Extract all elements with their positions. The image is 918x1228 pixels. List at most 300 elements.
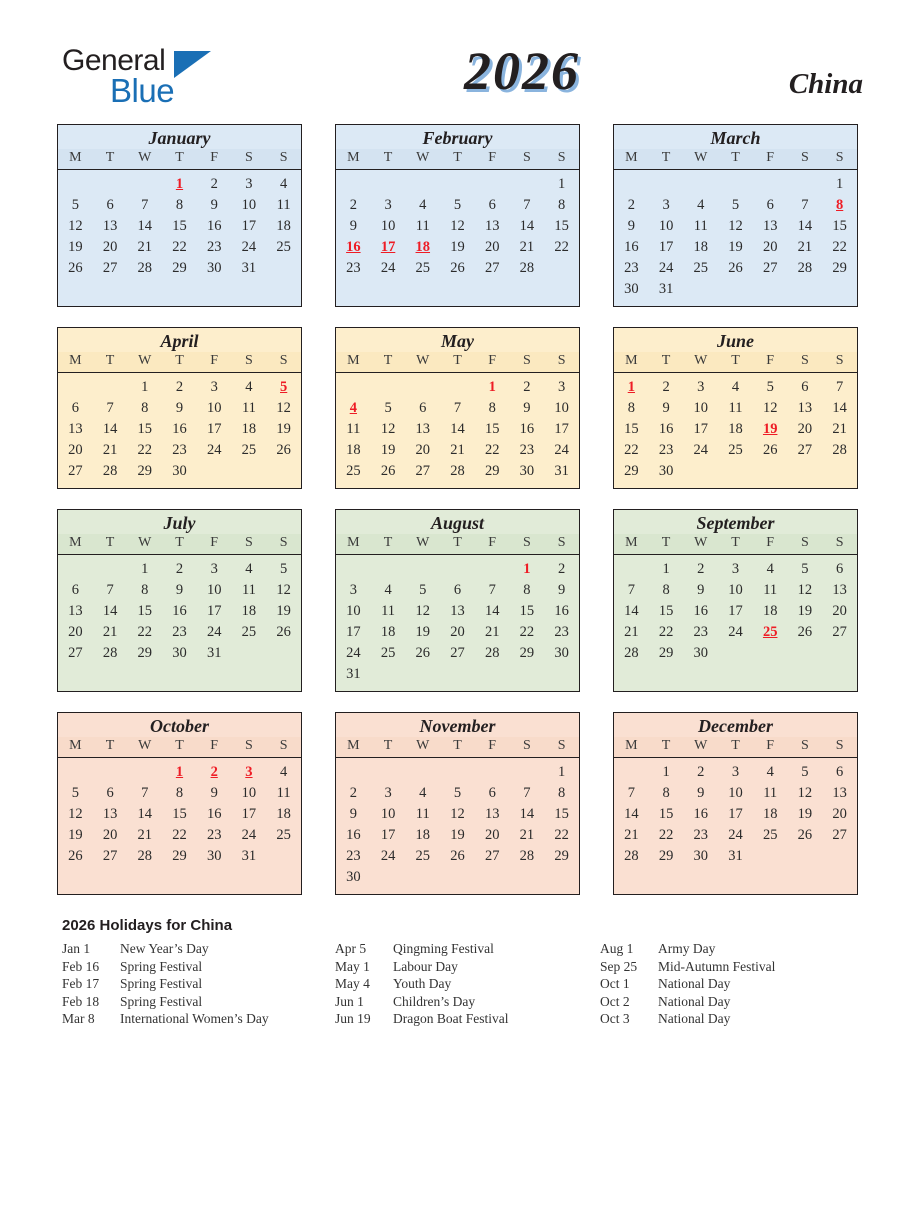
day-cell[interactable]: 3: [245, 176, 253, 192]
day-cell[interactable]: 18: [762, 806, 778, 822]
day-cell[interactable]: 1: [488, 379, 496, 395]
day-cell[interactable]: 27: [484, 848, 500, 864]
day-cell[interactable]: 15: [832, 218, 847, 234]
day-cell[interactable]: 17: [346, 624, 361, 640]
day-cell[interactable]: 1: [558, 176, 566, 192]
day-cell[interactable]: 17: [693, 421, 709, 437]
day-cell[interactable]: 7: [141, 785, 149, 801]
day-cell[interactable]: 11: [415, 218, 430, 234]
day-cell[interactable]: 29: [484, 463, 500, 479]
day-cell[interactable]: 14: [450, 421, 465, 437]
day-cell[interactable]: 30: [554, 645, 569, 661]
day-cell[interactable]: 1: [141, 379, 149, 395]
day-cell[interactable]: 28: [624, 848, 639, 864]
day-cell[interactable]: 11: [763, 785, 778, 801]
day-cell[interactable]: 16: [624, 239, 639, 255]
day-cell[interactable]: 17: [728, 603, 743, 619]
day-cell[interactable]: 5: [280, 379, 288, 395]
day-cell[interactable]: 16: [172, 421, 187, 437]
day-cell[interactable]: 11: [241, 582, 256, 598]
day-cell[interactable]: 20: [797, 421, 813, 437]
day-cell[interactable]: 8: [558, 197, 566, 213]
day-cell[interactable]: 8: [523, 582, 531, 598]
day-cell[interactable]: 14: [519, 218, 535, 234]
day-cell[interactable]: 10: [693, 400, 709, 416]
day-cell[interactable]: 10: [206, 582, 222, 598]
day-cell[interactable]: 20: [484, 239, 500, 255]
day-cell[interactable]: 28: [102, 645, 118, 661]
day-cell[interactable]: 23: [206, 827, 222, 843]
day-cell[interactable]: 6: [766, 197, 774, 213]
day-cell[interactable]: 22: [172, 827, 187, 843]
day-cell[interactable]: 23: [172, 624, 187, 640]
day-cell[interactable]: 16: [346, 239, 361, 255]
day-cell[interactable]: 29: [832, 260, 847, 276]
day-cell[interactable]: 13: [102, 218, 118, 234]
day-cell[interactable]: 16: [693, 806, 709, 822]
day-cell[interactable]: 28: [102, 463, 118, 479]
day-cell[interactable]: 19: [797, 603, 813, 619]
day-cell[interactable]: 16: [519, 421, 535, 437]
day-cell[interactable]: 9: [558, 582, 566, 598]
day-cell[interactable]: 29: [137, 463, 153, 479]
day-cell[interactable]: 20: [68, 624, 83, 640]
day-cell[interactable]: 12: [797, 582, 813, 598]
day-cell[interactable]: 4: [280, 176, 288, 192]
day-cell[interactable]: 29: [172, 260, 187, 276]
day-cell[interactable]: 10: [241, 785, 257, 801]
day-cell[interactable]: 23: [346, 848, 361, 864]
day-cell[interactable]: 5: [384, 400, 392, 416]
day-cell[interactable]: 31: [554, 463, 569, 479]
day-cell[interactable]: 14: [624, 603, 639, 619]
day-cell[interactable]: 17: [554, 421, 569, 437]
day-cell[interactable]: 24: [346, 645, 361, 661]
day-cell[interactable]: 27: [797, 442, 813, 458]
day-cell[interactable]: 26: [380, 463, 396, 479]
day-cell[interactable]: 11: [346, 421, 361, 437]
day-cell[interactable]: 24: [241, 827, 257, 843]
day-cell[interactable]: 25: [728, 442, 743, 458]
day-cell[interactable]: 24: [380, 848, 396, 864]
day-cell[interactable]: 31: [206, 645, 222, 661]
day-cell[interactable]: 5: [453, 197, 462, 213]
day-cell[interactable]: 9: [210, 785, 218, 801]
day-cell[interactable]: 31: [658, 281, 674, 297]
day-cell[interactable]: 18: [241, 421, 257, 437]
day-cell[interactable]: 17: [241, 806, 257, 822]
day-cell[interactable]: 14: [832, 400, 847, 416]
day-cell[interactable]: 3: [731, 764, 740, 780]
day-cell[interactable]: 13: [102, 806, 118, 822]
day-cell[interactable]: 27: [832, 624, 847, 640]
day-cell[interactable]: 31: [346, 666, 361, 682]
day-cell[interactable]: 25: [241, 624, 257, 640]
day-cell[interactable]: 27: [68, 645, 83, 661]
day-cell[interactable]: 23: [519, 442, 535, 458]
day-cell[interactable]: 18: [276, 218, 291, 234]
day-cell[interactable]: 28: [832, 442, 847, 458]
day-cell[interactable]: 7: [453, 400, 462, 416]
day-cell[interactable]: 26: [797, 624, 813, 640]
day-cell[interactable]: 21: [624, 827, 639, 843]
day-cell[interactable]: 20: [102, 827, 118, 843]
day-cell[interactable]: 12: [450, 218, 465, 234]
day-cell[interactable]: 19: [762, 421, 778, 437]
day-cell[interactable]: 7: [141, 197, 149, 213]
day-cell[interactable]: 13: [832, 785, 847, 801]
day-cell[interactable]: 10: [728, 785, 743, 801]
day-cell[interactable]: 23: [554, 624, 569, 640]
day-cell[interactable]: 3: [697, 379, 705, 395]
day-cell[interactable]: 22: [554, 827, 569, 843]
day-cell[interactable]: 3: [245, 764, 253, 780]
day-cell[interactable]: 25: [762, 624, 778, 640]
day-cell[interactable]: 17: [241, 218, 257, 234]
day-cell[interactable]: 3: [384, 785, 392, 801]
day-cell[interactable]: 23: [346, 260, 361, 276]
day-cell[interactable]: 19: [68, 827, 83, 843]
day-cell[interactable]: 21: [519, 239, 535, 255]
day-cell[interactable]: 11: [415, 806, 430, 822]
day-cell[interactable]: 6: [71, 582, 79, 598]
day-cell[interactable]: 16: [346, 827, 361, 843]
day-cell[interactable]: 22: [624, 442, 639, 458]
day-cell[interactable]: 20: [762, 239, 778, 255]
day-cell[interactable]: 5: [71, 785, 79, 801]
day-cell[interactable]: 19: [276, 603, 291, 619]
day-cell[interactable]: 28: [450, 463, 465, 479]
day-cell[interactable]: 4: [419, 197, 427, 213]
day-cell[interactable]: 13: [484, 806, 500, 822]
day-cell[interactable]: 18: [693, 239, 709, 255]
day-cell[interactable]: 12: [276, 582, 291, 598]
day-cell[interactable]: 23: [206, 239, 222, 255]
day-cell[interactable]: 30: [693, 848, 709, 864]
day-cell[interactable]: 21: [137, 827, 153, 843]
day-cell[interactable]: 22: [137, 442, 153, 458]
day-cell[interactable]: 6: [836, 561, 844, 577]
day-cell[interactable]: 2: [349, 197, 357, 213]
day-cell[interactable]: 30: [172, 645, 187, 661]
day-cell[interactable]: 17: [206, 421, 222, 437]
day-cell[interactable]: 15: [172, 218, 187, 234]
day-cell[interactable]: 7: [836, 379, 844, 395]
day-cell[interactable]: 29: [624, 463, 639, 479]
day-cell[interactable]: 4: [245, 561, 253, 577]
day-cell[interactable]: 13: [415, 421, 431, 437]
day-cell[interactable]: 15: [554, 218, 569, 234]
day-cell[interactable]: 11: [763, 582, 778, 598]
day-cell[interactable]: 25: [346, 463, 361, 479]
day-cell[interactable]: 27: [762, 260, 778, 276]
day-cell[interactable]: 9: [175, 582, 184, 598]
day-cell[interactable]: 31: [241, 848, 257, 864]
day-cell[interactable]: 23: [693, 827, 709, 843]
day-cell[interactable]: 5: [766, 379, 774, 395]
day-cell[interactable]: 13: [484, 218, 500, 234]
day-cell[interactable]: 27: [68, 463, 83, 479]
day-cell[interactable]: 9: [662, 400, 670, 416]
day-cell[interactable]: 3: [210, 561, 218, 577]
day-cell[interactable]: 20: [832, 603, 847, 619]
day-cell[interactable]: 17: [380, 239, 396, 255]
day-cell[interactable]: 18: [380, 624, 396, 640]
day-cell[interactable]: 24: [728, 624, 743, 640]
day-cell[interactable]: 12: [68, 806, 83, 822]
day-cell[interactable]: 5: [419, 582, 427, 598]
day-cell[interactable]: 6: [836, 764, 844, 780]
day-cell[interactable]: 7: [106, 400, 114, 416]
day-cell[interactable]: 1: [141, 561, 149, 577]
day-cell[interactable]: 1: [523, 561, 531, 577]
day-cell[interactable]: 12: [728, 218, 743, 234]
day-cell[interactable]: 19: [276, 421, 291, 437]
day-cell[interactable]: 30: [658, 463, 674, 479]
day-cell[interactable]: 26: [797, 827, 813, 843]
day-cell[interactable]: 8: [175, 197, 184, 213]
day-cell[interactable]: 12: [415, 603, 431, 619]
day-cell[interactable]: 29: [658, 848, 674, 864]
day-cell[interactable]: 6: [106, 197, 114, 213]
day-cell[interactable]: 28: [137, 260, 153, 276]
day-cell[interactable]: 25: [380, 645, 396, 661]
day-cell[interactable]: 7: [627, 582, 635, 598]
day-cell[interactable]: 7: [627, 785, 635, 801]
day-cell[interactable]: 15: [519, 603, 535, 619]
day-cell[interactable]: 2: [697, 561, 705, 577]
day-cell[interactable]: 28: [137, 848, 153, 864]
day-cell[interactable]: 19: [380, 442, 396, 458]
day-cell[interactable]: 31: [241, 260, 257, 276]
day-cell[interactable]: 26: [450, 848, 465, 864]
day-cell[interactable]: 19: [728, 239, 743, 255]
day-cell[interactable]: 4: [697, 197, 705, 213]
day-cell[interactable]: 2: [175, 379, 184, 395]
day-cell[interactable]: 2: [210, 764, 218, 780]
day-cell[interactable]: 15: [137, 603, 153, 619]
day-cell[interactable]: 3: [662, 197, 670, 213]
day-cell[interactable]: 7: [106, 582, 114, 598]
day-cell[interactable]: 19: [68, 239, 83, 255]
day-cell[interactable]: 26: [276, 442, 291, 458]
day-cell[interactable]: 21: [832, 421, 847, 437]
day-cell[interactable]: 30: [519, 463, 535, 479]
day-cell[interactable]: 7: [523, 197, 531, 213]
day-cell[interactable]: 24: [728, 827, 743, 843]
day-cell[interactable]: 2: [349, 785, 357, 801]
day-cell[interactable]: 13: [68, 421, 83, 437]
day-cell[interactable]: 18: [241, 603, 257, 619]
day-cell[interactable]: 27: [415, 463, 431, 479]
day-cell[interactable]: 30: [206, 848, 222, 864]
day-cell[interactable]: 4: [280, 764, 288, 780]
day-cell[interactable]: 6: [801, 379, 809, 395]
day-cell[interactable]: 13: [450, 603, 465, 619]
day-cell[interactable]: 16: [658, 421, 674, 437]
day-cell[interactable]: 4: [766, 561, 774, 577]
day-cell[interactable]: 22: [832, 239, 847, 255]
day-cell[interactable]: 2: [175, 561, 184, 577]
day-cell[interactable]: 3: [384, 197, 392, 213]
day-cell[interactable]: 6: [453, 582, 462, 598]
day-cell[interactable]: 30: [346, 869, 361, 885]
day-cell[interactable]: 28: [797, 260, 813, 276]
day-cell[interactable]: 26: [68, 848, 83, 864]
day-cell[interactable]: 18: [762, 603, 778, 619]
day-cell[interactable]: 19: [450, 239, 465, 255]
day-cell[interactable]: 27: [832, 827, 847, 843]
day-cell[interactable]: 25: [693, 260, 709, 276]
day-cell[interactable]: 3: [731, 561, 740, 577]
day-cell[interactable]: 25: [415, 848, 431, 864]
day-cell[interactable]: 11: [693, 218, 708, 234]
day-cell[interactable]: 22: [172, 239, 187, 255]
day-cell[interactable]: 15: [658, 806, 674, 822]
day-cell[interactable]: 10: [241, 197, 257, 213]
day-cell[interactable]: 4: [384, 582, 392, 598]
day-cell[interactable]: 27: [102, 848, 118, 864]
day-cell[interactable]: 8: [141, 400, 149, 416]
day-cell[interactable]: 8: [836, 197, 844, 213]
day-cell[interactable]: 30: [172, 463, 187, 479]
day-cell[interactable]: 1: [627, 379, 635, 395]
day-cell[interactable]: 20: [68, 442, 83, 458]
day-cell[interactable]: 23: [624, 260, 639, 276]
day-cell[interactable]: 8: [141, 582, 149, 598]
day-cell[interactable]: 4: [766, 764, 774, 780]
day-cell[interactable]: 5: [801, 561, 809, 577]
day-cell[interactable]: 24: [380, 260, 396, 276]
day-cell[interactable]: 20: [450, 624, 465, 640]
day-cell[interactable]: 21: [450, 442, 465, 458]
day-cell[interactable]: 16: [206, 218, 222, 234]
day-cell[interactable]: 1: [558, 764, 566, 780]
day-cell[interactable]: 9: [349, 218, 357, 234]
day-cell[interactable]: 4: [731, 379, 740, 395]
day-cell[interactable]: 24: [658, 260, 674, 276]
day-cell[interactable]: 14: [137, 806, 153, 822]
day-cell[interactable]: 10: [554, 400, 569, 416]
day-cell[interactable]: 19: [415, 624, 431, 640]
day-cell[interactable]: 15: [658, 603, 674, 619]
day-cell[interactable]: 20: [102, 239, 118, 255]
day-cell[interactable]: 3: [558, 379, 566, 395]
day-cell[interactable]: 25: [276, 827, 291, 843]
day-cell[interactable]: 9: [175, 400, 184, 416]
day-cell[interactable]: 8: [627, 400, 635, 416]
day-cell[interactable]: 21: [137, 239, 153, 255]
day-cell[interactable]: 17: [380, 827, 396, 843]
day-cell[interactable]: 5: [280, 561, 288, 577]
day-cell[interactable]: 29: [137, 645, 153, 661]
day-cell[interactable]: 1: [836, 176, 844, 192]
day-cell[interactable]: 20: [832, 806, 847, 822]
day-cell[interactable]: 6: [488, 197, 496, 213]
day-cell[interactable]: 24: [206, 624, 222, 640]
day-cell[interactable]: 21: [102, 442, 118, 458]
day-cell[interactable]: 29: [172, 848, 187, 864]
day-cell[interactable]: 21: [484, 624, 500, 640]
day-cell[interactable]: 6: [419, 400, 427, 416]
day-cell[interactable]: 24: [693, 442, 709, 458]
day-cell[interactable]: 12: [450, 806, 465, 822]
day-cell[interactable]: 10: [728, 582, 743, 598]
day-cell[interactable]: 23: [658, 442, 674, 458]
day-cell[interactable]: 26: [415, 645, 431, 661]
day-cell[interactable]: 1: [662, 561, 670, 577]
day-cell[interactable]: 21: [624, 624, 639, 640]
day-cell[interactable]: 30: [206, 260, 222, 276]
day-cell[interactable]: 9: [523, 400, 531, 416]
day-cell[interactable]: 12: [68, 218, 83, 234]
day-cell[interactable]: 6: [106, 785, 114, 801]
day-cell[interactable]: 14: [484, 603, 500, 619]
day-cell[interactable]: 22: [658, 827, 674, 843]
day-cell[interactable]: 2: [558, 561, 566, 577]
day-cell[interactable]: 13: [762, 218, 778, 234]
day-cell[interactable]: 8: [175, 785, 184, 801]
day-cell[interactable]: 18: [276, 806, 291, 822]
day-cell[interactable]: 11: [728, 400, 743, 416]
day-cell[interactable]: 26: [450, 260, 465, 276]
day-cell[interactable]: 22: [554, 239, 569, 255]
day-cell[interactable]: 16: [206, 806, 222, 822]
day-cell[interactable]: 21: [797, 239, 813, 255]
day-cell[interactable]: 15: [137, 421, 153, 437]
day-cell[interactable]: 3: [349, 582, 357, 598]
day-cell[interactable]: 5: [801, 764, 809, 780]
day-cell[interactable]: 26: [276, 624, 291, 640]
day-cell[interactable]: 15: [624, 421, 639, 437]
day-cell[interactable]: 25: [276, 239, 291, 255]
day-cell[interactable]: 10: [380, 218, 396, 234]
day-cell[interactable]: 1: [175, 764, 184, 780]
day-cell[interactable]: 9: [627, 218, 635, 234]
day-cell[interactable]: 31: [728, 848, 743, 864]
day-cell[interactable]: 29: [554, 848, 569, 864]
day-cell[interactable]: 8: [558, 785, 566, 801]
day-cell[interactable]: 28: [519, 848, 535, 864]
day-cell[interactable]: 18: [415, 239, 431, 255]
day-cell[interactable]: 2: [627, 197, 635, 213]
day-cell[interactable]: 19: [450, 827, 465, 843]
day-cell[interactable]: 2: [210, 176, 218, 192]
day-cell[interactable]: 29: [658, 645, 674, 661]
day-cell[interactable]: 26: [762, 442, 778, 458]
day-cell[interactable]: 1: [662, 764, 670, 780]
day-cell[interactable]: 17: [206, 603, 222, 619]
day-cell[interactable]: 13: [797, 400, 813, 416]
day-cell[interactable]: 23: [172, 442, 187, 458]
day-cell[interactable]: 12: [797, 785, 813, 801]
day-cell[interactable]: 17: [728, 806, 743, 822]
day-cell[interactable]: 25: [762, 827, 778, 843]
day-cell[interactable]: 11: [381, 603, 396, 619]
day-cell[interactable]: 2: [697, 764, 705, 780]
day-cell[interactable]: 27: [484, 260, 500, 276]
day-cell[interactable]: 15: [554, 806, 569, 822]
day-cell[interactable]: 14: [102, 603, 118, 619]
day-cell[interactable]: 25: [415, 260, 431, 276]
day-cell[interactable]: 6: [488, 785, 496, 801]
day-cell[interactable]: 12: [380, 421, 396, 437]
day-cell[interactable]: 7: [801, 197, 809, 213]
day-cell[interactable]: 23: [693, 624, 709, 640]
day-cell[interactable]: 21: [102, 624, 118, 640]
day-cell[interactable]: 8: [662, 785, 670, 801]
day-cell[interactable]: 28: [624, 645, 639, 661]
